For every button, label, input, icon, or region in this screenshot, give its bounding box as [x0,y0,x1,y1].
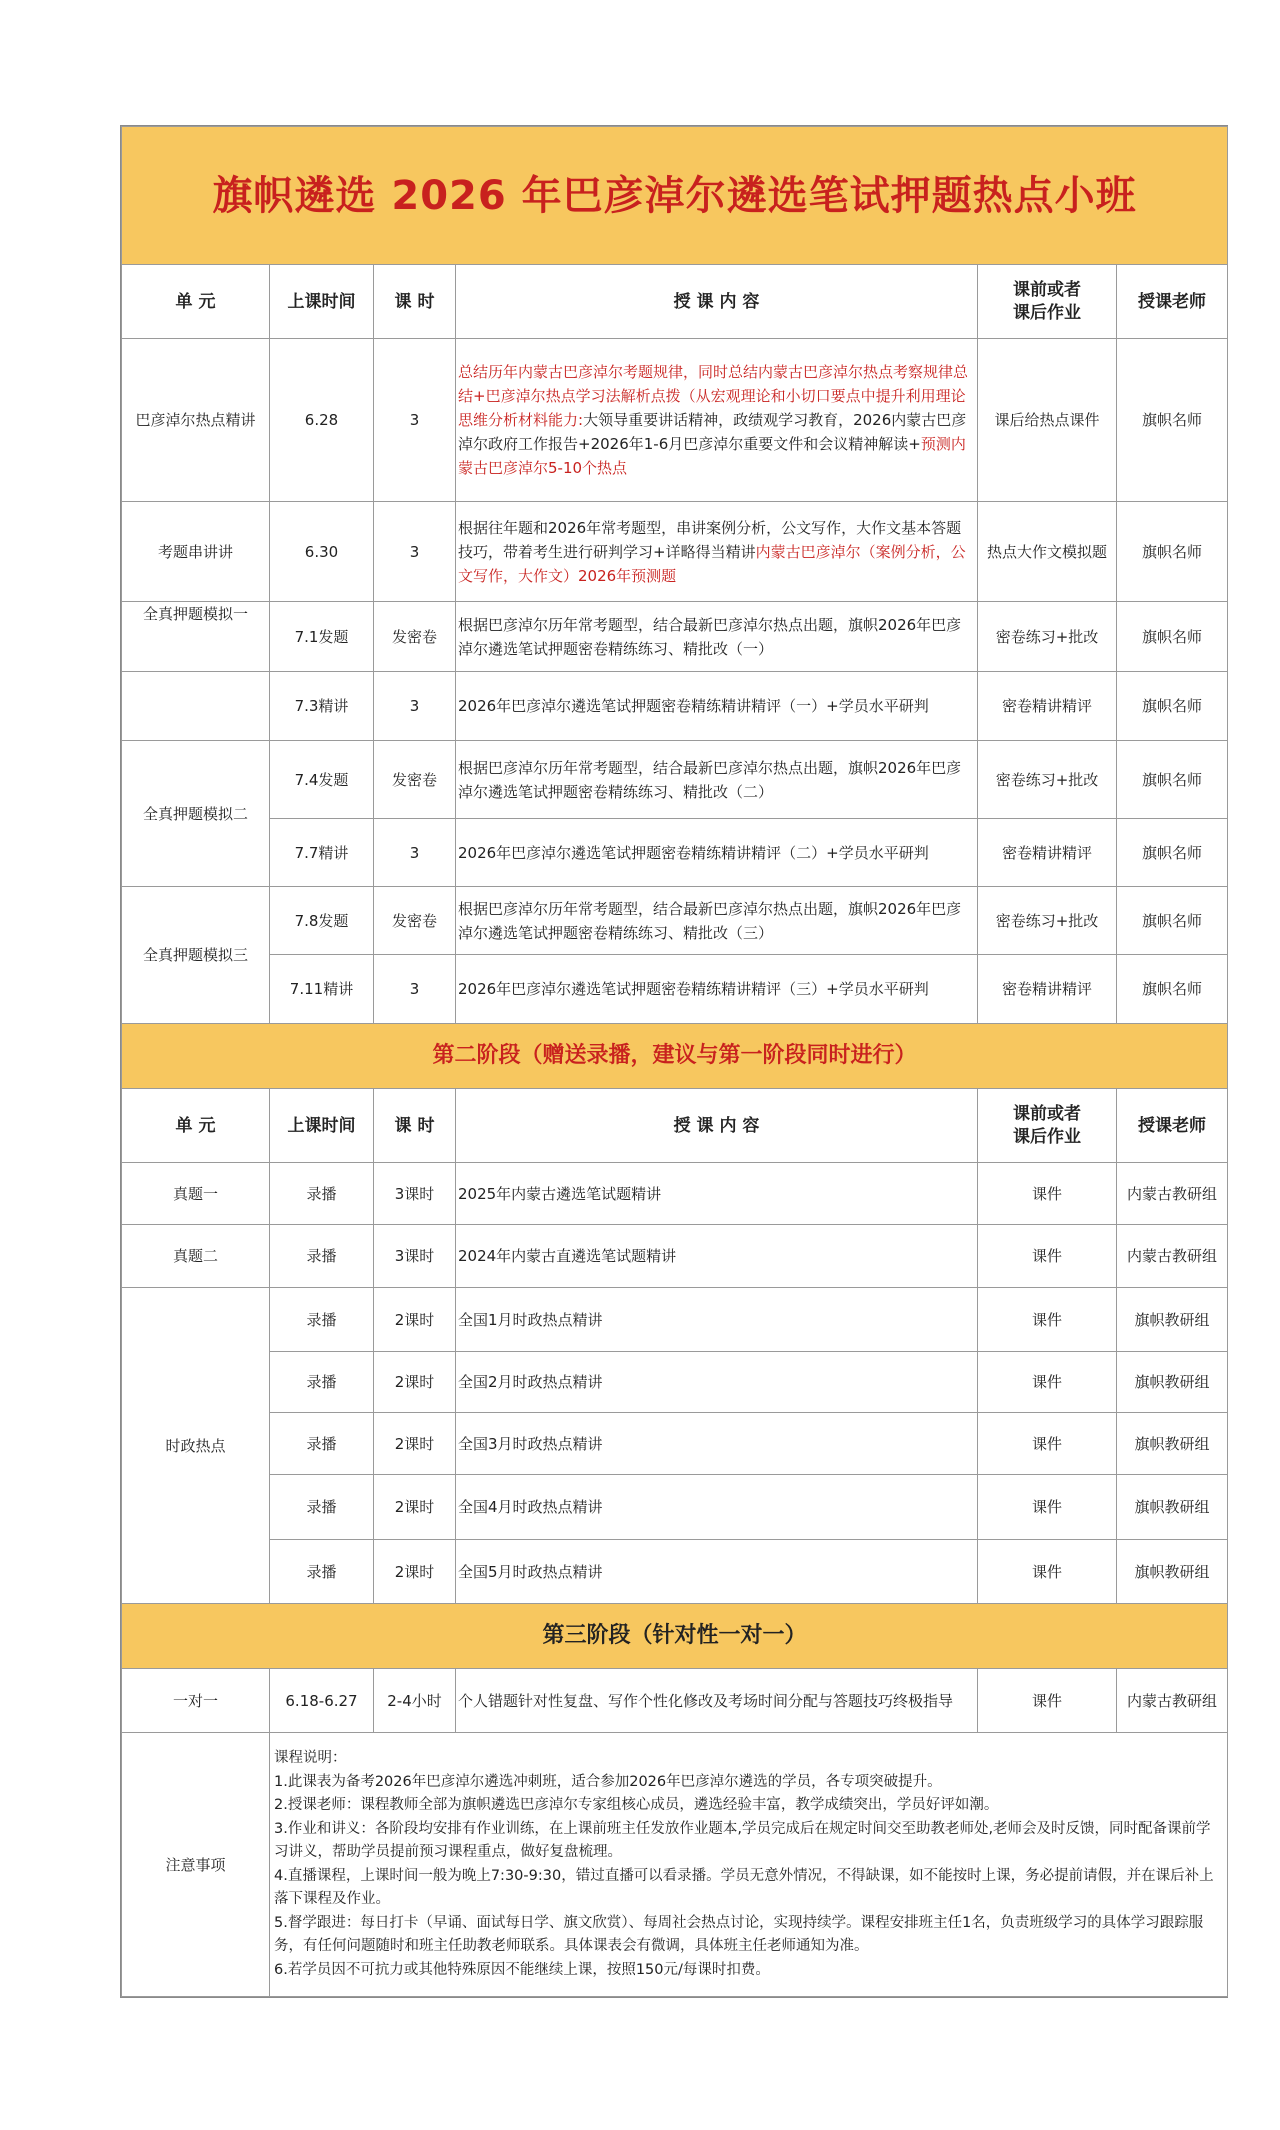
teacher-cell: 旗帜名师 [1117,502,1228,602]
col-content: 授 课 内 容 [456,1089,978,1163]
table-row [122,1669,1228,1733]
hours-cell: 2课时 [374,1475,456,1540]
homework-cell: 密卷精讲精评 [978,672,1117,741]
table-row [122,1413,1228,1475]
table-header [122,1089,1228,1163]
notes-line: 1.此课表为备考2026年巴彦淖尔遴选冲刺班，适合参加2026年巴彦淖尔遴选的学员，各专项突破提升。 [274,1773,942,1790]
teacher-cell: 内蒙古教研组 [1117,1669,1228,1733]
teacher-cell: 旗帜名师 [1117,887,1228,955]
teacher-cell: 旗帜名师 [1117,955,1228,1024]
col-time: 上课时间 [270,1089,374,1163]
col-homework: 课前或者 课后作业 [978,265,1117,339]
time-cell: 7.4发题 [270,741,374,819]
homework-cell: 密卷练习+批改 [978,887,1117,955]
time-cell: 录播 [270,1540,374,1604]
notes-line: 课程说明： [274,1750,347,1766]
homework-cell: 密卷精讲精评 [978,955,1117,1024]
table-row [122,741,1228,819]
hours-cell: 3 [374,339,456,502]
content-cell: 全国4月时政热点精讲 [456,1475,978,1540]
time-cell: 7.11精讲 [270,955,374,1024]
stage-three-title: 第三阶段（针对性一对一） [122,1604,1228,1669]
unit-cell: 全真押题模拟三 [122,887,270,1024]
content-cell: 2026年巴彦淖尔遴选笔试押题密卷精练精讲精评（一）+学员水平研判 [456,672,978,741]
notes-line: 2.授课老师：课程教师全部为旗帜遴选巴彦淖尔专家组核心成员，遴选经验丰富，教学成绩突出，学员好评如潮。 [274,1797,999,1813]
time-cell: 6.28 [270,339,374,502]
content-cell: 个人错题针对性复盘、写作个性化修改及考场时间分配与答题技巧终极指导 [456,1669,978,1733]
hours-cell: 2课时 [374,1413,456,1475]
hours-cell: 2课时 [374,1540,456,1604]
time-cell: 录播 [270,1475,374,1540]
table-row [122,502,1228,602]
table-row [122,887,1228,955]
homework-cell: 课件 [978,1163,1117,1225]
homework-cell: 课件 [978,1475,1117,1540]
homework-cell: 课件 [978,1540,1117,1604]
time-cell: 录播 [270,1163,374,1225]
teacher-cell: 旗帜名师 [1117,672,1228,741]
teacher-cell: 旗帜教研组 [1117,1352,1228,1413]
unit-cell: 巴彦淖尔热点精讲 [122,339,270,502]
col-unit: 单 元 [122,1089,270,1163]
content-cell: 2026年巴彦淖尔遴选笔试押题密卷精练精讲精评（二）+学员水平研判 [456,819,978,887]
col-homework: 课前或者 课后作业 [978,1089,1117,1163]
content-cell: 根据巴彦淖尔历年常考题型，结合最新巴彦淖尔热点出题，旗帜2026年巴彦淖尔遴选笔试押题密卷精练练习、精批改（二） [456,741,978,819]
unit-cell: 一对一 [122,1669,270,1733]
notes-row [122,1733,1228,1997]
table-row [122,1352,1228,1413]
homework-cell: 密卷练习+批改 [978,602,1117,672]
content-cell: 根据往年题和2026年常考题型，串讲案例分析，公文写作，大作文基本答题技巧，带着考生进行研判学习+详略得当精讲内蒙古巴彦淖尔（案例分析，公文写作，大作文）2026年预测题 [456,502,978,602]
time-cell: 录播 [270,1288,374,1352]
notes-line: 6.若学员因不可抗力或其他特殊原因不能继续上课，按照150元/每课时扣费。 [274,1961,770,1978]
table-row [122,1163,1228,1225]
content-cell: 2025年内蒙古遴选笔试题精讲 [456,1163,978,1225]
unit-cell: 全真押题模拟二 [122,741,270,887]
homework-cell: 密卷精讲精评 [978,819,1117,887]
content-cell: 总结历年内蒙古巴彦淖尔考题规律，同时总结内蒙古巴彦淖尔热点考察规律总结+巴彦淖尔热点学习法解析点拨（从宏观理论和小切口要点中提升利用理论思维分析材料能力:大领导重要讲话精神，政绩观学习教育，2026内蒙古巴彦淖尔政府工作报告+2026年1-6月巴彦淖尔重要文件和会议精神解读+预测内蒙古巴彦淖尔5-10个热点 [456,339,978,502]
teacher-cell: 旗帜名师 [1117,339,1228,502]
teacher-cell: 旗帜教研组 [1117,1475,1228,1540]
col-time: 上课时间 [270,265,374,339]
hours-cell: 2-4小时 [374,1669,456,1733]
homework-cell: 课件 [978,1352,1117,1413]
unit-cell: 真题一 [122,1163,270,1225]
time-cell: 6.18-6.27 [270,1669,374,1733]
hours-cell: 发密卷 [374,887,456,955]
table-row [122,602,1228,672]
homework-cell: 课件 [978,1669,1117,1733]
unit-cell [122,672,270,741]
content-cell: 2024年内蒙古直遴选笔试题精讲 [456,1225,978,1288]
col-unit: 单 元 [122,265,270,339]
hours-cell: 3 [374,672,456,741]
time-cell: 7.3精讲 [270,672,374,741]
teacher-cell: 旗帜教研组 [1117,1413,1228,1475]
hours-cell: 发密卷 [374,741,456,819]
page-title: 旗帜遴选 2026 年巴彦淖尔遴选笔试押题热点小班 [122,127,1228,265]
homework-cell: 热点大作文模拟题 [978,502,1117,602]
notes-line: 5.督学跟进：每日打卡（早诵、面试每日学、旗文欣赏）、每周社会热点讨论，实现持续学。课程安排班主任1名，负责班级学习的具体学习跟踪服务，有任何问题随时和班主任助教老师联系。具体课表会有微调，具体班主任老师通知为准。 [274,1914,1204,1954]
col-teacher: 授课老师 [1117,1089,1228,1163]
homework-cell: 课件 [978,1225,1117,1288]
teacher-cell: 旗帜名师 [1117,741,1228,819]
time-cell: 7.8发题 [270,887,374,955]
table-row [122,339,1228,502]
time-cell: 录播 [270,1352,374,1413]
hours-cell: 发密卷 [374,602,456,672]
time-cell: 6.30 [270,502,374,602]
notes-label: 注意事项 [122,1733,270,1997]
teacher-cell: 旗帜教研组 [1117,1288,1228,1352]
schedule-sheet [120,125,1228,1998]
col-teacher: 授课老师 [1117,265,1228,339]
hours-cell: 3 [374,502,456,602]
content-cell: 2026年巴彦淖尔遴选笔试押题密卷精练精讲精评（三）+学员水平研判 [456,955,978,1024]
col-hours: 课 时 [374,265,456,339]
hours-cell: 2课时 [374,1352,456,1413]
content-cell: 根据巴彦淖尔历年常考题型，结合最新巴彦淖尔热点出题，旗帜2026年巴彦淖尔遴选笔试押题密卷精练练习、精批改（一） [456,602,978,672]
col-hours: 课 时 [374,1089,456,1163]
table-row [122,1475,1228,1540]
unit-cell: 时政热点 [122,1288,270,1604]
teacher-cell: 旗帜教研组 [1117,1540,1228,1604]
time-cell: 7.7精讲 [270,819,374,887]
table-row [122,672,1228,741]
hours-cell: 3 [374,819,456,887]
unit-cell: 全真押题模拟一 [122,602,270,672]
content-cell: 根据巴彦淖尔历年常考题型，结合最新巴彦淖尔热点出题，旗帜2026年巴彦淖尔遴选笔试押题密卷精练练习、精批改（三） [456,887,978,955]
teacher-cell: 内蒙古教研组 [1117,1163,1228,1225]
table-header [122,265,1228,339]
homework-cell: 密卷练习+批改 [978,741,1117,819]
homework-cell: 课件 [978,1288,1117,1352]
time-cell: 录播 [270,1413,374,1475]
teacher-cell: 旗帜名师 [1117,602,1228,672]
time-cell: 7.1发题 [270,602,374,672]
homework-cell: 课件 [978,1413,1117,1475]
unit-cell: 真题二 [122,1225,270,1288]
col-content: 授 课 内 容 [456,265,978,339]
teacher-cell: 内蒙古教研组 [1117,1225,1228,1288]
content-cell: 全国1月时政热点精讲 [456,1288,978,1352]
notes-line: 4.直播课程，上课时间一般为晚上7:30-9:30，错过直播可以看录播。学员无意外情况，不得缺课，如不能按时上课，务必提前请假，并在课后补上落下课程及作业。 [274,1867,1214,1907]
time-cell: 录播 [270,1225,374,1288]
table-row [122,1288,1228,1352]
content-cell: 全国5月时政热点精讲 [456,1540,978,1604]
hours-cell: 2课时 [374,1288,456,1352]
notes-body [270,1733,1228,1997]
hours-cell: 3课时 [374,1225,456,1288]
table-row [122,955,1228,1024]
hours-cell: 3课时 [374,1163,456,1225]
homework-cell: 课后给热点课件 [978,339,1117,502]
content-cell: 全国2月时政热点精讲 [456,1352,978,1413]
table-row [122,1540,1228,1604]
hours-cell: 3 [374,955,456,1024]
schedule-table [121,126,1228,1997]
stage-two-title: 第二阶段（赠送录播，建议与第一阶段同时进行） [122,1024,1228,1089]
unit-cell: 考题串讲讲 [122,502,270,602]
content-cell: 全国3月时政热点精讲 [456,1413,978,1475]
notes-line: 3.作业和讲义：各阶段均安排有作业训练，在上课前班主任发放作业题本,学员完成后在规定时间交至助教老师处,老师会及时反馈，同时配备课前学习讲义，帮助学员提前预习课程重点，做好复盘梳理。 [274,1820,1211,1860]
table-row [122,819,1228,887]
table-row [122,1225,1228,1288]
teacher-cell: 旗帜名师 [1117,819,1228,887]
